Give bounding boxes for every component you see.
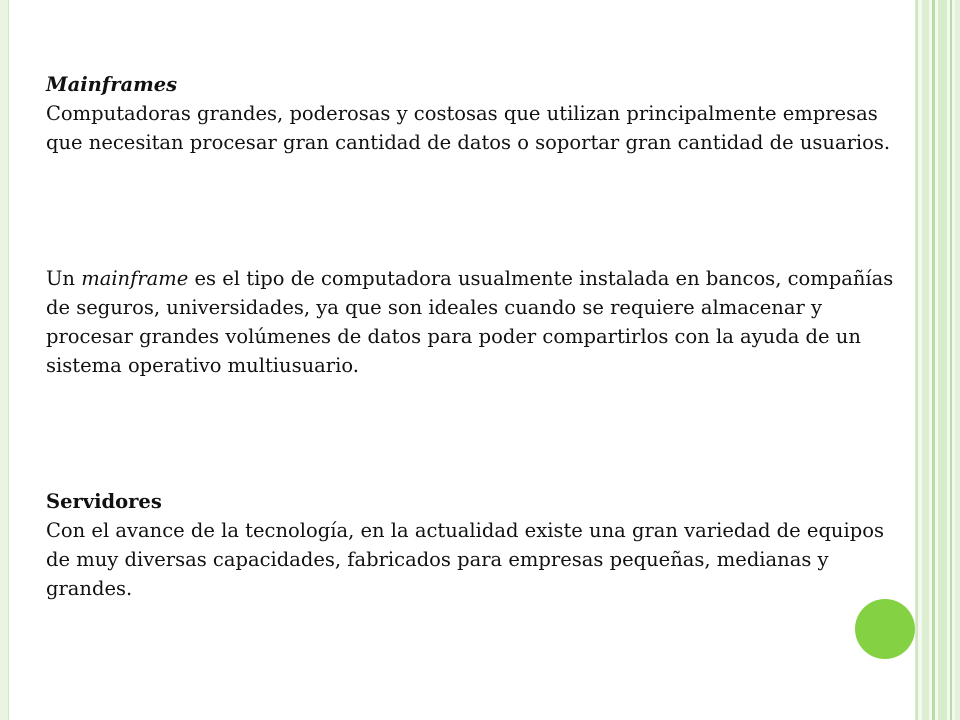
mainframes-description: Computadoras grandes, poderosas y costosas que utilizan principalmente empresas que necesitan procesar gran cantidad de datos o soportar gran cantidad de usuarios.	[46, 102, 891, 154]
frame-stripe	[938, 0, 947, 720]
frame-stripe	[950, 0, 952, 720]
mainframes-heading: Mainframes	[46, 73, 178, 96]
slide-body	[46, 70, 906, 603]
usage-prefix: Un	[46, 267, 82, 290]
servidores-section	[46, 487, 906, 603]
mainframe-term: mainframe	[81, 267, 189, 290]
frame-stripe	[916, 0, 918, 720]
servidores-heading: Servidores	[46, 490, 162, 513]
mainframe-usage-paragraph	[46, 264, 906, 380]
mainframes-section	[46, 70, 906, 157]
left-frame-border	[0, 0, 9, 720]
servidores-description: Con el avance de la tecnología, en la actualidad existe una gran variedad de equipos de muy diversas capacidades, fabricados para empresas pequeñas, medianas y grandes.	[46, 519, 884, 600]
usage-text: es el tipo de computadora usualmente instalada en bancos, compañías de seguros, universidades, ya que son ideales cuando se requiere almacenar y procesar grandes volúmenes de datos para poder compartirlos con la ayuda de un sistema operativo multiusuario.	[46, 267, 894, 377]
frame-stripe	[932, 0, 935, 720]
frame-stripe	[955, 0, 960, 720]
green-circle-decoration	[855, 599, 915, 659]
frame-stripe	[922, 0, 929, 720]
